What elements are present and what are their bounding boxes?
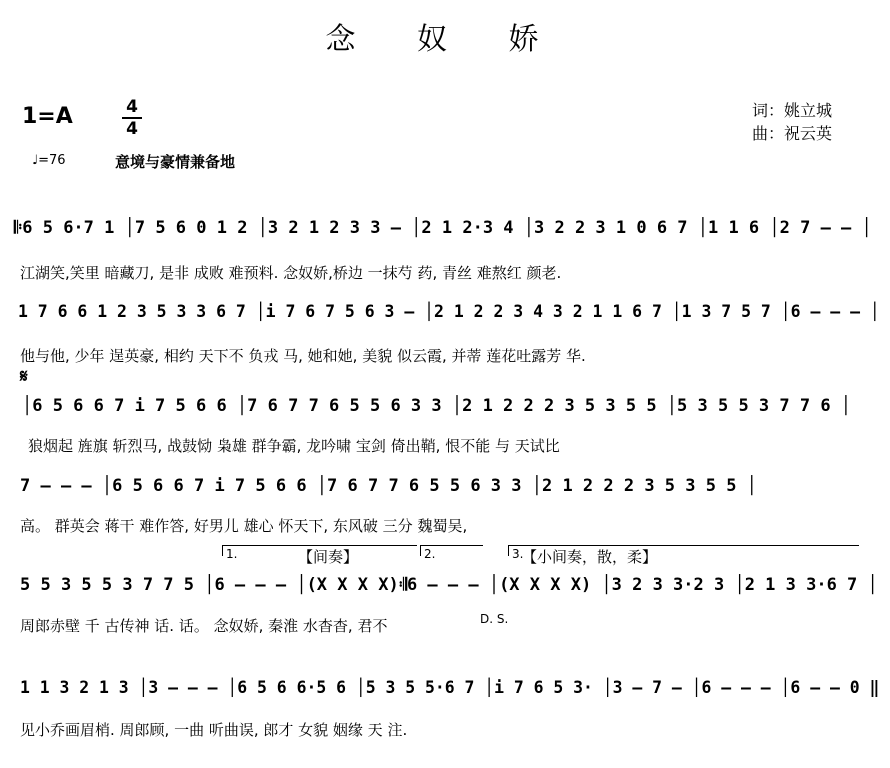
- lyric-line-1: 江湖笑,笑里 暗藏刀, 是非 成败 难预料. 念奴娇,桥边 一抹芍 药, 青丝 难熬红 颜老.: [20, 264, 562, 282]
- lyricist-credit: 词：姚立城: [752, 101, 833, 120]
- dal-segno-marking: D. S.: [480, 612, 509, 626]
- notation-line-6: 1 1 3 2 1 3 │3 – – – │6 5 6 6·5 6 │5 3 5 5·6 7 │i 7 6 5 3· │3 – 7 – │6 – – – │6 – – 0 ‖: [20, 678, 880, 697]
- small-interlude-marking: 【小间奏，散，柔】: [522, 548, 658, 566]
- lyric-line-2: 他与他, 少年 逞英豪, 相约 天下不 负戎 马, 她和她, 美貌 似云霞, 并蒂 莲花吐露芳 华.: [20, 347, 586, 365]
- expression-marking: 意境与豪情兼备地: [115, 153, 236, 171]
- lyric-line-4: 高。 群英会 蒋干 难作答, 好男儿 雄心 怀天下, 东风破 三分 魏蜀吴,: [20, 517, 468, 535]
- key-signature: 1=A: [22, 104, 73, 129]
- notation-line-5: 5 5 3 5 5 3 7 7 5 │6 – – – │(X X X X)𝄇6 – – – │(X X X X) │3 2 3 3·2 3 │2 1 3 3·6 7 │: [20, 575, 878, 595]
- lyric-line-5: 周郎赤壁 千 古传神 话. 话。 念奴娇, 秦淮 水杳杳, 君不: [20, 617, 388, 635]
- time-signature-top: 4: [126, 97, 138, 117]
- song-title: 念 奴 娇: [325, 22, 565, 57]
- lyric-line-3: 狼烟起 旌旗 斩烈马, 战鼓恸 枭雄 群争霸, 龙吟啸 宝剑 倚出鞘, 恨不能 与 天试比: [28, 437, 560, 455]
- volta-label-2: 2.: [424, 547, 436, 561]
- segno-sign: 𝄋: [20, 366, 28, 387]
- volta-label-3: 3.: [512, 547, 524, 561]
- time-signature-bottom: 4: [126, 119, 138, 139]
- notation-line-4: 7 – – – │6 5 6 6 7 i 7 5 6 6 │7 6 7 7 6 5 5 6 3 3 │2 1 2 2 2 3 5 3 5 5 │: [20, 476, 757, 496]
- composer-credit: 曲：祝云英: [752, 124, 833, 143]
- volta-label-1: 1.: [226, 547, 238, 561]
- notation-line-2: 1 7 6 6 1 2 3 5 3 3 6 7 │i 7 6 7 5 6 3 – │2 1 2 2 3 4 3 2 1 1 6 7 │1 3 7 5 7 │6 – – – │: [18, 302, 880, 321]
- notation-line-3: │6 5 6 6 7 i 7 5 6 6 │7 6 7 7 6 5 5 6 3 3 │2 1 2 2 2 3 5 3 5 5 │5 3 5 5 3 7 7 6 │: [22, 396, 852, 416]
- interlude-marking: 【间奏】: [298, 548, 359, 566]
- tempo-marking: ♩=76: [32, 153, 66, 168]
- time-signature: [122, 98, 142, 138]
- lyric-line-6: 见小乔画眉梢. 周郎顾, 一曲 听曲误, 郎才 女貌 姻缘 天 注.: [20, 721, 408, 739]
- notation-line-1: 𝄆6 5 6·7 1 │7 5 6 0 1 2 │3 2 1 2 3 3 – │2 1 2·3 4 │3 2 2 3 1 0 6 7 │1 1 6 │2 7 – – │: [14, 218, 872, 238]
